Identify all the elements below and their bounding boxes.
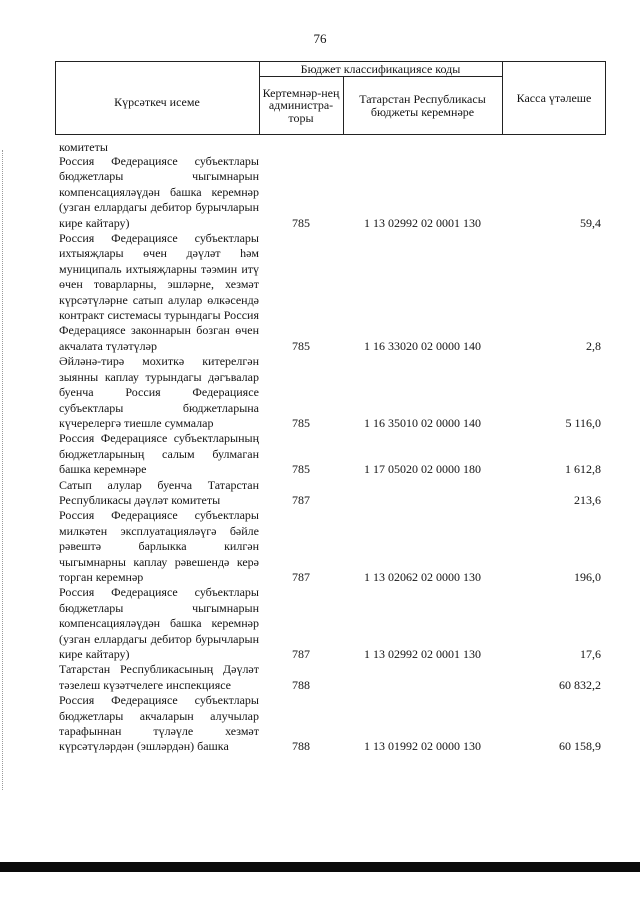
indicator-cell: Россия Федерациясе субъектлары бюджетлары чыгымнарын компенсацияләүдән башка керемнәр (узган еллардагы дебитор бурычларын кире кайтару) bbox=[59, 154, 259, 230]
amount-cell: 196,0 bbox=[574, 569, 601, 584]
table-row bbox=[55, 508, 606, 585]
indicator-cell: Татарстан Республикасының Дәүләт тәзелеш күзәтчелеге инспекциясе bbox=[59, 662, 259, 692]
amount-cell: 5 116,0 bbox=[565, 415, 601, 430]
admin-cell: 788 bbox=[292, 677, 310, 692]
amount-cell: 2,8 bbox=[586, 338, 601, 353]
indicator-cell: комитеты bbox=[59, 140, 108, 154]
cash-header: Касса үтәлеше bbox=[516, 90, 592, 105]
amount-cell: 60 832,2 bbox=[559, 677, 601, 692]
code-cell: 1 16 33020 02 0000 140 bbox=[364, 338, 481, 353]
indicator-header: Күрсәткеч исеме bbox=[114, 94, 200, 109]
table-row bbox=[55, 693, 606, 755]
table-row bbox=[55, 662, 606, 693]
admin-cell: 787 bbox=[292, 647, 310, 661]
income-header: Татарстан Республикасы бюджеты керемнәре bbox=[359, 91, 486, 119]
amount-cell: 213,6 bbox=[574, 492, 601, 507]
admin-cell: 785 bbox=[292, 462, 310, 477]
code-cell: 1 17 05020 02 0000 180 bbox=[364, 462, 481, 477]
indicator-cell: Россия Федерациясе субъектларының бюджетларының салым булмаган башка керемнәре bbox=[59, 431, 259, 477]
indicator-cell: Россия Федерациясе субъектлары бюджетлары акчаларын алучылар тарафыннан түләүле хезмәт күрсәтүләрдән (эшләрдән) башка bbox=[59, 693, 259, 754]
table-row bbox=[55, 354, 606, 431]
table-row bbox=[55, 431, 606, 477]
table-row bbox=[55, 231, 606, 354]
admin-cell: 785 bbox=[292, 215, 310, 230]
page-number: 76 bbox=[313, 31, 327, 46]
table-row bbox=[55, 585, 606, 662]
code-cell: 1 16 35010 02 0000 140 bbox=[364, 415, 481, 430]
admin-cell: 787 bbox=[292, 492, 310, 507]
budget-classification-header: Бюджет классификациясе коды bbox=[300, 61, 461, 76]
table-header bbox=[55, 61, 606, 135]
indicator-cell: Әйләнә-тирә мохиткә китерелгән зыянны каплау турындагы дәгъвалар буенча Россия Федерациясе субъектлары бюджетларына күчерелергә тиешле суммалар bbox=[59, 354, 259, 430]
admin-cell: 785 bbox=[292, 338, 310, 353]
admin-cell: 785 bbox=[292, 415, 310, 430]
amount-cell: 17,6 bbox=[580, 647, 601, 661]
revenue-table bbox=[55, 61, 606, 755]
table-row bbox=[55, 135, 606, 154]
table-row bbox=[55, 154, 606, 231]
table-body bbox=[55, 135, 606, 755]
code-cell: 1 13 02062 02 0000 130 bbox=[364, 569, 481, 584]
scan-edge-bar bbox=[0, 862, 640, 872]
indicator-cell: Россия Федерациясе субъектлары милкәтен эксплуатацияләүгә бәйле рәвештә барлыкка килгән чыгымнарны каплау рәвешендә керә торган керемнәр bbox=[59, 508, 259, 584]
administrator-header: Кертемнәр-нең администра-торы bbox=[262, 85, 340, 125]
margin-rule bbox=[2, 150, 3, 790]
table-row bbox=[55, 478, 606, 509]
amount-cell: 59,4 bbox=[580, 215, 601, 230]
admin-cell: 787 bbox=[292, 569, 310, 584]
code-cell: 1 13 02992 02 0001 130 bbox=[364, 647, 481, 661]
indicator-cell: Россия Федерациясе субъектлары бюджетлары чыгымнарын компенсацияләүдән башка керемнәр (узган еллардагы дебитор бурычларын кире кайтару) bbox=[59, 585, 259, 661]
admin-cell: 788 bbox=[292, 739, 310, 754]
code-cell: 1 13 01992 02 0000 130 bbox=[364, 739, 481, 754]
amount-cell: 1 612,8 bbox=[565, 462, 601, 477]
code-cell: 1 13 02992 02 0001 130 bbox=[364, 215, 481, 230]
indicator-cell: Сатып алулар буенча Татарстан Республикасы дәүләт комитеты bbox=[59, 477, 259, 507]
indicator-cell: Россия Федерациясе субъектлары ихтыяҗлары өчен дәүләт һәм муниципаль ихтыяҗларны тәэмин итү өчен товарларны, эшләрне, хезмәт күрсәтүләрне сатып алулар өлкәсендә контракт системасы турындагы Россия Федерациясе законнарын бозган өчен акчалата түләтүләр bbox=[59, 231, 259, 353]
amount-cell: 60 158,9 bbox=[559, 739, 601, 754]
